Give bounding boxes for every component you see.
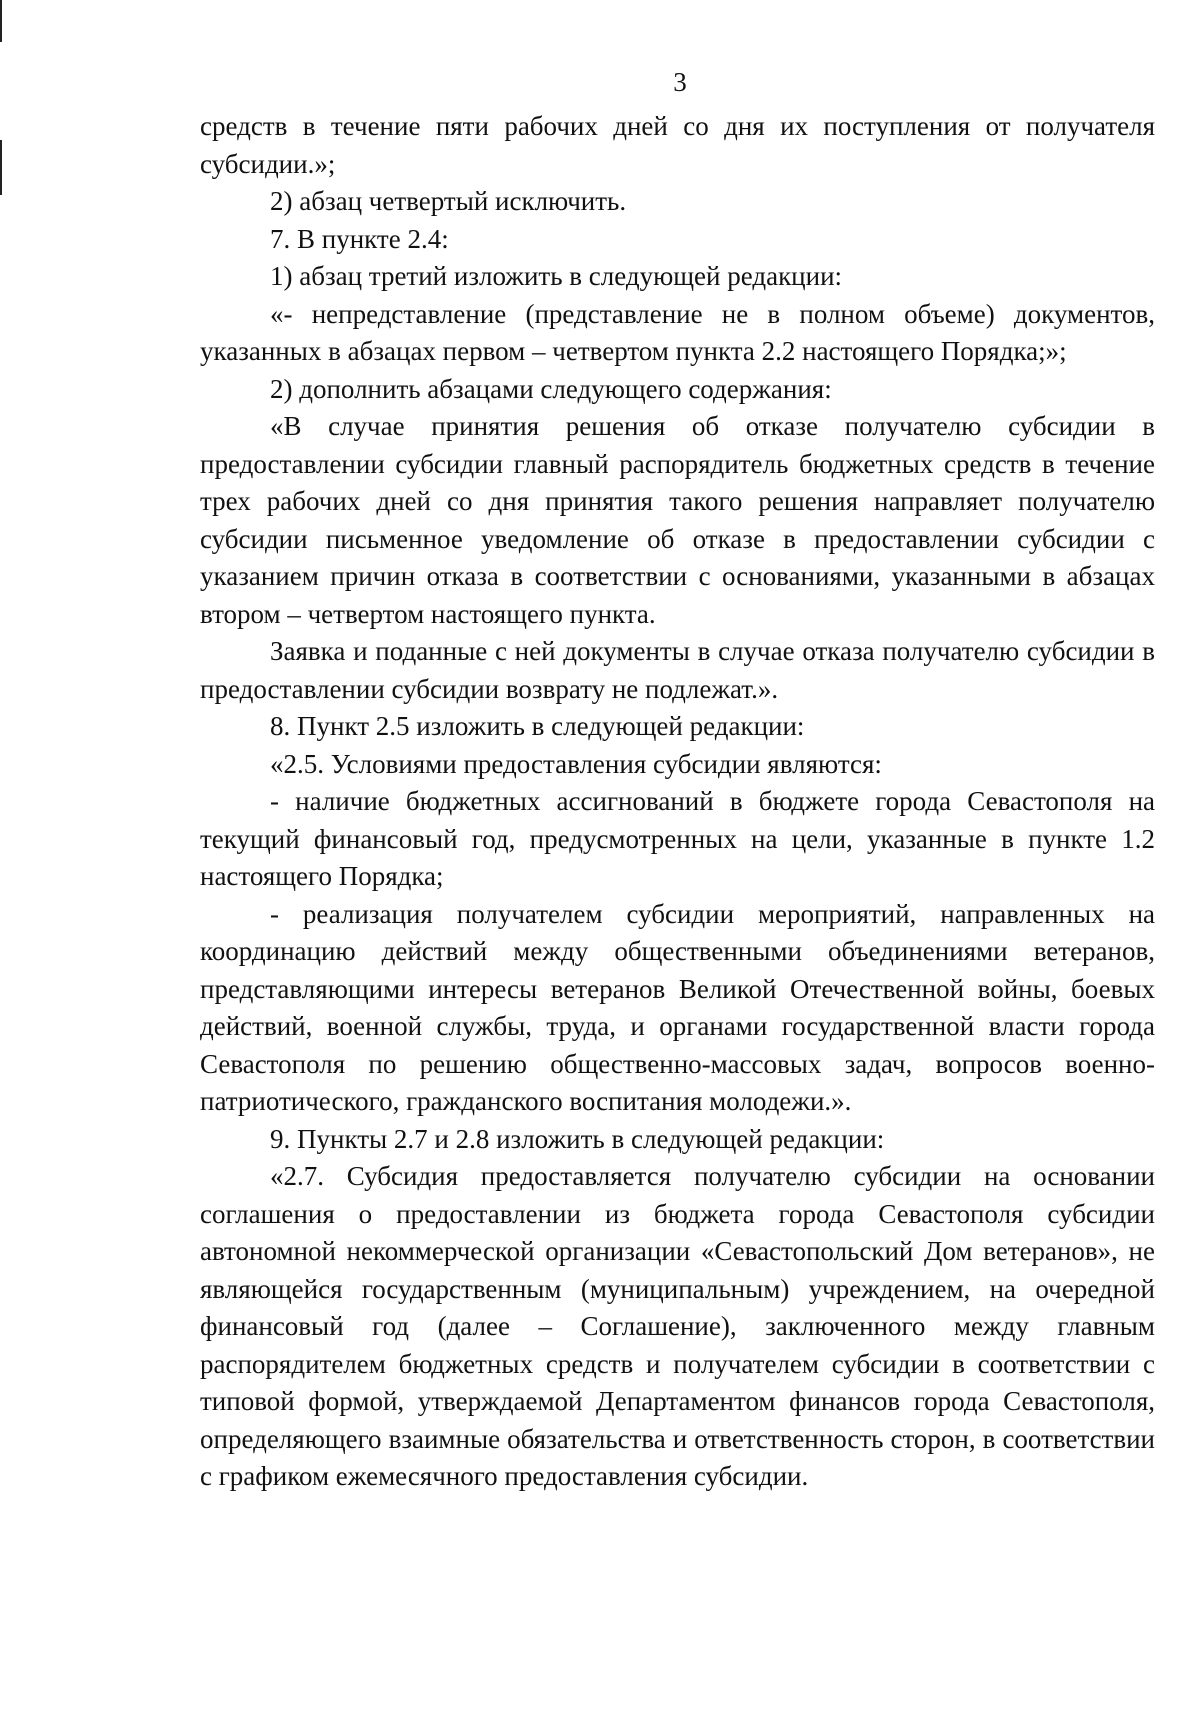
- paragraph: 2) дополнить абзацами следующего содержания:: [270, 373, 832, 404]
- scan-edge-mark: [0, 140, 2, 195]
- paragraph: Заявка и поданные с ней документы в случае отказа получателю субсидии в предоставлении субсидии возврату не подлежат.».: [200, 636, 1155, 704]
- paragraph: средств в течение пяти рабочих дней со дня их поступления от получателя субсидии.»;: [200, 111, 1155, 179]
- paragraph: - наличие бюджетных ассигнований в бюджете города Севастополя на текущий финансовый год, предусмотренных на цели, указанные в пункте 1.2 настоящего Порядка;: [200, 786, 1155, 891]
- scan-edge-mark: [0, 0, 2, 42]
- paragraph: 1) абзац третий изложить в следующей редакции:: [270, 261, 843, 291]
- paragraph: «2.7. Субсидия предоставляется получателю субсидии на основании соглашения о предоставлении из бюджета города Севастополя субсидии автономной некоммерческой организации «Севастопольский Дом ветеранов», не являющейся государственным (муниципальным) учреждением, на очередной финансовый год (далее – Соглашение), заключенного между главным распорядителем бюджетных средств и получателем субсидии в соответствии с типовой формой, утверждаемой Департаментом финансов города Севастополя, определяющего взаимные обязательства и ответственность сторон, в соответствии с графиком ежемесячного предоставления субсидии.: [200, 1161, 1155, 1491]
- paragraph: 8. Пункт 2.5 изложить в следующей редакции:: [270, 711, 805, 741]
- paragraph: 2) абзац четвертый исключить.: [270, 186, 627, 216]
- paragraph: «- непредставление (представление не в полном объеме) документов, указанных в абзацах первом – четвертом пункта 2.2 настоящего Порядка;»;: [200, 298, 1155, 366]
- paragraph: 9. Пункты 2.7 и 2.8 изложить в следующей редакции:: [270, 1123, 885, 1154]
- paragraph: - реализация получателем субсидии мероприятий, направленных на координацию действий между общественными объединениями ветеранов, представляющими интересы ветеранов Великой Отечественной войны, боевых действий, военной службы, труда, и органами государственной власти города Севастополя по решению общественно-массовых задач, вопросов военно-патриотического, гражданского воспитания молодежи.».: [200, 898, 1155, 1116]
- document-body: [200, 108, 1155, 1496]
- paragraph: 7. В пункте 2.4:: [270, 223, 449, 254]
- page-number: 3: [673, 67, 687, 97]
- paragraph: «2.5. Условиями предоставления субсидии являются:: [270, 748, 882, 779]
- paragraph: «В случае принятия решения об отказе получателю субсидии в предоставлении субсидии главный распорядитель бюджетных средств в течение трех рабочих дней со дня принятия такого решения направляет получателю субсидии письменное уведомление об отказе в предоставлении субсидии с указанием причин отказа в соответствии с основаниями, указанными в абзацах втором – четвертом настоящего пункта.: [200, 411, 1155, 629]
